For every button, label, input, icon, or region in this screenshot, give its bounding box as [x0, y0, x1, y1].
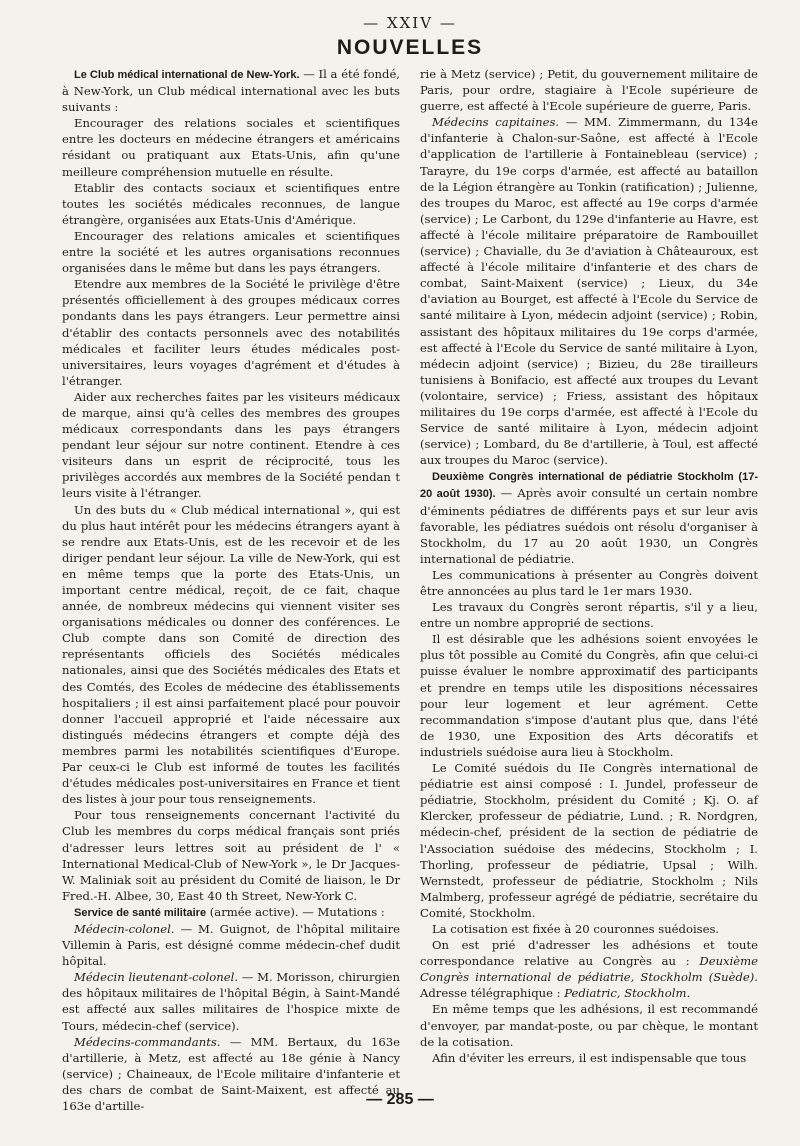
capitaines-text: — MM. Zimmermann, du 134e d'infanterie à Chalon-sur-Saône, est affecté à l'Ecole d'application de l'artillerie à Fontainebleau (service) ; Tarayre, du 19e corps d'armée, est affecté au bataillon de la Légion étrangère au Tonkin (ratification) ; Julienne, des troupes du Maroc, est affecté au 19e corps d'armée (service) ; Le Carbont, du 129e d'infanterie au Havre, est affecté à l'école militaire préparatoire de Rambouillet (service) ; Chavialle, du 3e d'aviation à Châteauroux, est affecté à l'école militaire d'infanterie et des chars de combat, Saint-Maixent (service) ; Lieux, du 34e d'aviation au Bourget, est affecté à l'Ecole du Service de santé militaire à Lyon, médecin adjoint (service) ; Robin, assistant des hôpitaux militaires du 19e corps d'armée, est affecté à l'Ecole du Service de santé militaire à Lyon, médecin adjoint (service) ; Bizieu, du 28e tirailleurs tunisiens à Bonifacio, est affecté aux troupes du Levant (volontaire, service) ; Friess, assistant des hôpitaux militaires du 19e corps d'armée, est affecté à l'Ecole du Service de santé militaire à Lyon, médecin adjoint (service) ; Lombard, du 8e d'artillerie, à Toul, est affecté aux troupes du Maroc (service).: [420, 115, 758, 468]
club-intro-paragraph: [62, 66, 400, 115]
commandants-text: — MM. Bertaux, du 163e d'artillerie, à Metz, est affecté au 18e génie à Nancy (service) ; Chaineaux, de l'Ecole militaire d'infanterie et des chars de combat de Saint-Maixent, est affecté au 163e d'artille-: [62, 1034, 400, 1113]
commandants-label: Médecins-commandants.: [74, 1034, 221, 1049]
club-heading: Le Club médical international de New-York.: [74, 69, 300, 81]
communications-paragraph: Les communications à présenter au Congrès doivent être annoncées au plus tard le 1er mars 1930.: [420, 567, 758, 598]
errors-paragraph: Afin d'éviter les erreurs, il est indispensable que tous: [432, 1050, 747, 1065]
capitaines-label: Médecins capitaines.: [432, 115, 560, 130]
roman-page-number: — XXIV —: [363, 14, 457, 32]
adhesions-paragraph: Il est désirable que les adhésions soient envoyées le plus tôt possible au Comité du Congrès, afin que celui-ci puisse évaluer le nombre approximatif des participants et prendre en temps utile les dispositions nécessaires pour leur logement et leur agrément. Cette recommandation s'impose d'autant plus que, dans l'été de 1930, une Exposition des Arts décoratifs et industriels suédoise aura lieu à Stockholm.: [420, 632, 758, 759]
ltcol-paragraph: [62, 969, 400, 1033]
congress-heading: Deuxième Congrès international de pédiatrie Stockholm (17-20 août 1930).: [420, 471, 758, 501]
congress-address: Deuxième Congrès international de pédiatrie, Stockholm (Suède).: [420, 954, 758, 985]
two-column-body: [62, 66, 758, 1114]
club-contact: Pour tous renseignements concernant l'activité du Club les membres du corps médical français sont priés d'adresser leurs lettres soit au président de l' « International Medical-Club of New-York », le Dr Jacques-W. Maliniak soit au président du Comité de liaison, le Dr Fred.-H. Albee, 30, East 40 th Street, New-York C.: [62, 808, 400, 903]
club-description: Un des buts du « Club médical international », qui est du plus haut intérêt pour les médecins étrangers ayant à se rendre aux Etats-Unis, est de les recevoir et de les diriger pendant leur séjour. La ville de New-York, qui est en même temps que la porte des Etats-Unis, un important centre médical, reçoit, de ce fait, chaque année, de nombreux médecins qui viennent visiter ses organisations médicales ou donner des conférences. Le Club compte dans son Comité de direction des représentants officiels des Sociétés médicales nationales, ainsi que des Sociétés médicales des Etats et des Comtés, des Ecoles de médecine des établissements hospitaliers ; il est ainsi parfaitement placé pour pouvoir donner l'accueil approprié et l'aide nécessaire aux distingués médecins étrangers et compte déjà des membres parmi les notabilités scientifiques d'Europe. Par ceux-ci le Club est informé de toutes les facilités d'études médicales post-universitaires en France et tient des listes à jour pour tous renseignements.: [62, 502, 400, 807]
section-title: NOUVELLES: [336, 36, 484, 59]
ltcol-label: Médecin lieutenant-colonel.: [74, 970, 239, 985]
cotisation-paragraph: La cotisation est fixée à 20 couronnes suédoises.: [432, 921, 720, 936]
left-column: [62, 66, 400, 1114]
right-column: [420, 66, 758, 1114]
ltcol-text: — M. Morisson, chirurgien des hôpitaux militaires de l'hôpital Bégin, à Saint-Mandé est affecté aux salles militaires de l'hospice mixte de Tours, médecin-chef (service).: [62, 970, 401, 1033]
colonel-paragraph: [62, 921, 400, 969]
club-aim-1: Encourager des relations sociales et scientifiques entre les docteurs en médecine étrangers et américains résidant ou pratiquant aux Etats-Unis, afin qu'une meilleure compréhension mutuelle en résulte.: [62, 116, 400, 179]
telegraph-label: Adresse télégraphique :: [420, 986, 565, 1001]
service-intro-paragraph: [62, 904, 400, 921]
commandants-continued: rie à Metz (service) ; Petit, du gouvernement militaire de Paris, pour ordre, stagiaire à l'Ecole supérieure de guerre, est affecté à l'Ecole supérieure de guerre, Paris.: [420, 67, 758, 114]
service-heading: Service de santé militaire: [74, 906, 207, 919]
telegraph-address: Pediatric, Stockholm.: [564, 986, 691, 1001]
capitaines-paragraph: [420, 114, 758, 468]
correspondance-text: On est prié d'adresser les adhésions et toute correspondance relative au Congrès au :: [420, 938, 758, 969]
correspondance-paragraph: [420, 937, 758, 1001]
club-aim-5: Aider aux recherches faites par les visiteurs médicaux de marque, ainsi qu'à celles des membres des groupes médicaux correspondants dans les pays étrangers pendant leur séjour sur notre continent. Etendre à ces visiteurs dans un esprit de réciprocité, tous les privilèges accordés aux membres de la Société pendan t leurs visite à l'étranger.: [62, 389, 400, 501]
colonel-text: — M. Guignot, de l'hôpital militaire Villemin à Paris, est désigné comme médecin-chef dudit hôpital.: [62, 921, 400, 969]
service-intro-text: (armée active). — Mutations :: [206, 904, 385, 919]
colonel-label: Médecin-colonel.: [74, 921, 175, 936]
page-number: — 285 —: [366, 1091, 434, 1108]
club-aim-3: Encourager des relations amicales et scientifiques entre la société et les autres organisations reconnues organisées dans le même but dans les pays étrangers.: [62, 228, 400, 276]
congress-intro-paragraph: [420, 468, 758, 567]
travaux-paragraph: Les travaux du Congrès seront répartis, s'il y a lieu, entre un nombre approprié de sections.: [420, 600, 758, 631]
club-aim-4: Etendre aux membres de la Société le privilège d'être présentés officiellement à des groupes médicaux corres pondants dans les pays étrangers. Leur permettre ainsi d'établir des contacts personnels avec des notabilités médicales et faciliter leurs études médicales post-universitaires, leurs voyages d'agrément et d'études à l'étranger.: [62, 277, 400, 388]
comite-paragraph: Le Comité suédois du IIe Congrès international de pédiatrie est ainsi composé : I. Jundel, professeur de pédiatrie, Stockholm, président du Comité ; Kj. O. af Klercker, professeur de pédiatrie, Lund. ; R. Nordgren, médecin-chef, président de la section de pédiatrie de l'Association suédoise des médecins, Stockholm ; I. Thorling, professeur de pédiatrie, Upsal ; Wilh. Wernstedt, professeur de pédiatrie, Stockholm ; Nils Malmberg, professeur agrégé de pédiatrie, secrétaire du Comité, Stockholm.: [420, 761, 758, 920]
payment-paragraph: En même temps que les adhésions, il est recommandé d'envoyer, par mandat-poste, ou par chèque, le montant de la cotisation.: [420, 1002, 758, 1049]
club-aim-2: Etablir des contacts sociaux et scientifiques entre toutes les sociétés médicales reconnues, de langue étrangère, organisées aux Etats-Unis d'Amérique.: [62, 180, 400, 227]
congress-intro-text: — Après avoir consulté un certain nombre d'éminents pédiatres de différents pays et sur leur avis favorable, les pédiatres suédois ont résolu d'organiser à Stockholm, du 17 au 20 août 1930, un Congrès international de pédiatrie.: [420, 486, 758, 566]
club-intro-text: — Il a été fondé, à New-York, un Club médical international avec les buts suivants :: [62, 67, 400, 115]
